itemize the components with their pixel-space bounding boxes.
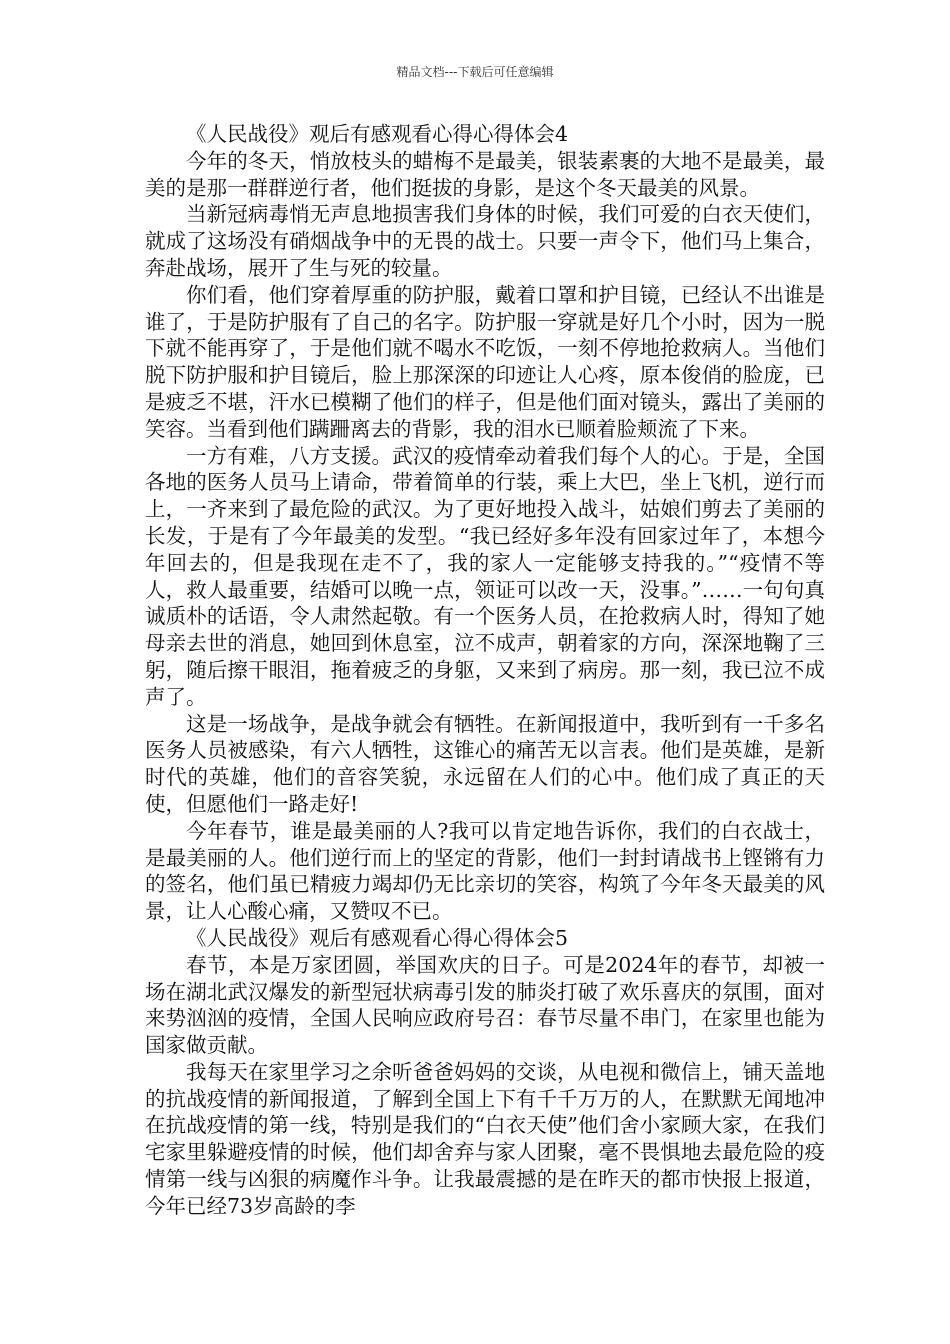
page-header: 精品文档---下载后可任意编辑 bbox=[396, 65, 554, 79]
paragraph: 当新冠病毒悄无声息地损害我们身体的时候，我们可爱的白衣天使们，就成了这场没有硝烟战争中的无畏的战士。只要一声令下，他们马上集合，奔赴战场，展开了生与死的较量。 bbox=[145, 202, 825, 280]
paragraph: 今年的冬天，悄放枝头的蜡梅不是最美，银装素裹的大地不是最美，最美的是那一群群逆行者，他们挺拔的身影，是这个冬天最美的风景。 bbox=[145, 148, 825, 200]
paragraph: 这是一场战争，是战争就会有牺牲。在新闻报道中，我听到有一千多名医务人员被感染，有六人牺牲，这锥心的痛苦无以言表。他们是英雄，是新时代的英雄，他们的音容笑貌，永远留在人们的心中。他们成了真正的天使，但愿他们一路走好! bbox=[145, 711, 825, 816]
paragraph: 春节，本是万家团圆，举国欢庆的日子。可是2024年的春节，却被一场在湖北武汉爆发的新型冠状病毒引发的肺炎打破了欢乐喜庆的氛围，面对来势汹汹的疫情，全国人民响应政府号召：春节尽量不串门，在家里也能为国家做贡献。 bbox=[145, 952, 825, 1058]
section-heading-4: 《人民战役》观后有感观看心得心得体会4 bbox=[186, 122, 569, 146]
paragraph: 你们看，他们穿着厚重的防护服，戴着口罩和护目镜，已经认不出谁是谁了，于是防护服有了自己的名字。防护服一穿就是好几个小时，因为一脱下就不能再穿了，于是他们就不喝水不吃饭，一刻不停地抢救病人。当他们脱下防护服和护目镜后，脸上那深深的印迹让人心疼，原本俊俏的脸庞，已是疲乏不堪，汗水已模糊了他们的样子，但是他们面对镜头，露出了美丽的笑容。当看到他们蹒跚离去的背影，我的泪水已顺着脸颊流了下来。 bbox=[145, 282, 825, 441]
section-heading-5: 《人民战役》观后有感观看心得心得体会5 bbox=[186, 925, 569, 950]
paragraph: 我每天在家里学习之余听爸爸妈妈的交谈，从电视和微信上，铺天盖地的抗战疫情的新闻报道，了解到全国上下有千千万万的人，在默默无闻地冲在抗战疫情的第一线，特别是我们的“白衣天使”他们舍小家顾大家，在我们宅家里躲避疫情的时候，他们却舍弃与家人团聚，毫不畏惧地去最危险的疫情第一线与凶狠的病魔作斗争。让我最震撼的是在昨天的都市快报上报道，今年已经73岁高龄的李 bbox=[145, 1059, 825, 1218]
document-body bbox=[145, 121, 825, 1220]
paragraph: 一方有难，八方支援。武汉的疫情牵动着我们每个人的心。于是，全国各地的医务人员马上请命，带着简单的行装，乘上大巴，坐上飞机，逆行而上，一齐来到了最危险的武汉。为了更好地投入战斗，姑娘们剪去了美丽的长发，于是有了今年最美的发型。“我已经好多年没有回家过年了，本想今年回去的，但是我现在走不了，我的家人一定能够支持我的。”“疫情不等人，救人最重要，结婚可以晚一点，领证可以改一天，没事。”……一句句真诚质朴的话语，令人肃然起敬。有一个医务人员，在抢救病人时，得知了她母亲去世的消息，她回到休息室，泣不成声，朝着家的方向，深深地鞠了三躬，随后擦干眼泪，拖着疲乏的身躯，又来到了病房。那一刻，我已泣不成声了。 bbox=[145, 443, 825, 709]
paragraph: 今年春节，谁是最美丽的人?我可以肯定地告诉你，我们的白衣战士，是最美丽的人。他们逆行而上的坚定的背影，他们一封封请战书上铿锵有力的签名，他们虽已精疲力竭却仍无比亲切的笑容，构筑了今年冬天最美的风景，让人心酸心痛，又赞叹不已。 bbox=[145, 818, 825, 924]
